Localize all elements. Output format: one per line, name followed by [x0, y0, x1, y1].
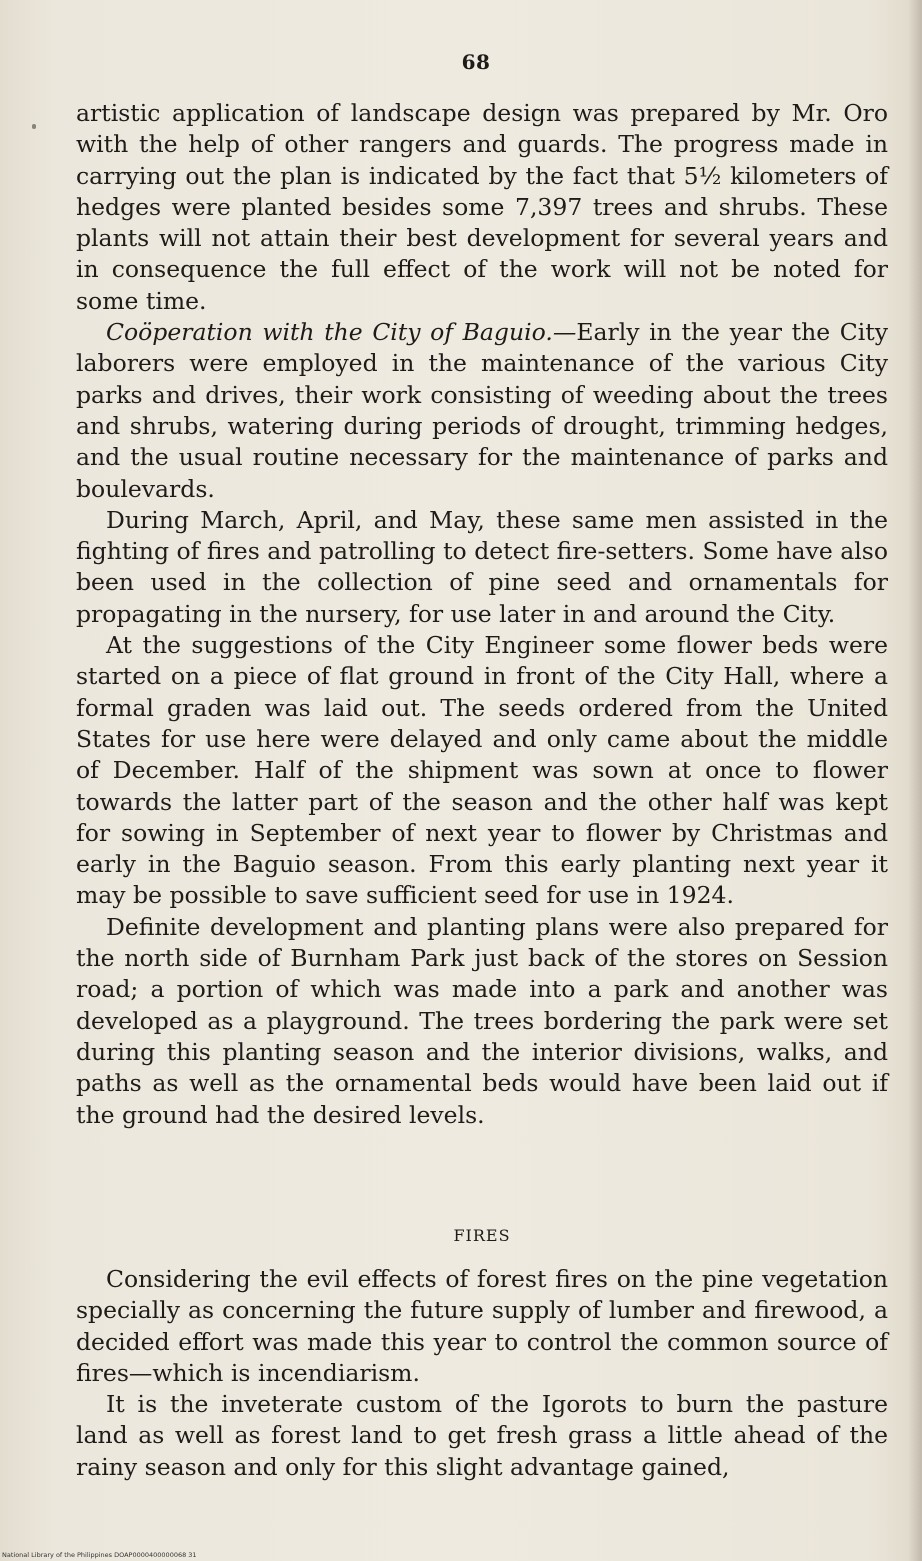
run-in-heading: Coöperation with the City of Baguio.— — [106, 318, 577, 347]
paragraph-fire-effects: Considering the evil effects of forest fires on the pine vegetation specially as concerning the future supply of lumber and firewood, a decided effort was made this year to control the common source of fires—which is incendiarism. — [76, 1265, 888, 1387]
paragraph-fire-fighting: During March, April, and May, these same men assisted in the fighting of fires and patrolling to detect fire-setters. Some have also been used in the collection of pine seed and ornamentals for propagating in the nursery, for use later in and around the City. — [76, 505, 888, 628]
fires-text — [76, 1264, 888, 1483]
page-edge-shadow — [908, 0, 922, 1561]
paragraph-cooperation — [76, 317, 888, 505]
page-number: 68 — [461, 50, 491, 74]
paragraph-cooperation-text: Early in the year the City laborers were employed in the maintenance of the various City parks and drives, their work consisting of weeding about the trees and shrubs, watering during periods of drought, trimming hedges, and the usual routine necessary for the maintenance of parks and boulevards. — [76, 318, 888, 503]
paragraph-igorot-custom: It is the inveterate custom of the Igorots to burn the pasture land as well as forest land to get fresh grass a little ahead of the rainy season and only for this slight advantage gained, — [76, 1390, 888, 1481]
library-footer: National Library of the Philippines DOAP0000400000068 31 — [2, 1551, 197, 1559]
paragraph-burnham-park: Definite development and planting plans were also prepared for the north side of Burnham Park just back of the stores on Session road; a portion of which was made into a park and another was developed as a playground. The trees bordering the park were set during this planting season and the interior divisions, walks, and paths as well as the ornamental beds would have been laid out if the ground had the desired levels. — [76, 912, 888, 1129]
paragraph-flower-beds: At the suggestions of the City Engineer some flower beds were started on a piece of flat ground in front of the City Hall, where a formal graden was laid out. The seeds ordered from the United States for use here were delayed and only came about the middle of December. Half of the shipment was sown at once to flower towards the latter part of the season and the other half was kept for sowing in September of next year to flower by Christmas and early in the Baguio season. From this early planting next year it may be possible to save sufficient seed for use in 1924. — [76, 631, 888, 910]
scan-speck — [32, 124, 36, 129]
section-heading-fires: FIRES — [453, 1226, 511, 1245]
paragraph-landscape: artistic application of landscape design was prepared by Mr. Oro with the help of other rangers and guards. The progress made in carrying out the plan is indicated by the fact that 5½ kilometers of hedges were planted besides some 7,397 trees and shrubs. These plants will not attain their best development for several years and in consequence the full effect of the work will not be noted for some time. — [76, 99, 888, 315]
body-text — [76, 98, 888, 1131]
